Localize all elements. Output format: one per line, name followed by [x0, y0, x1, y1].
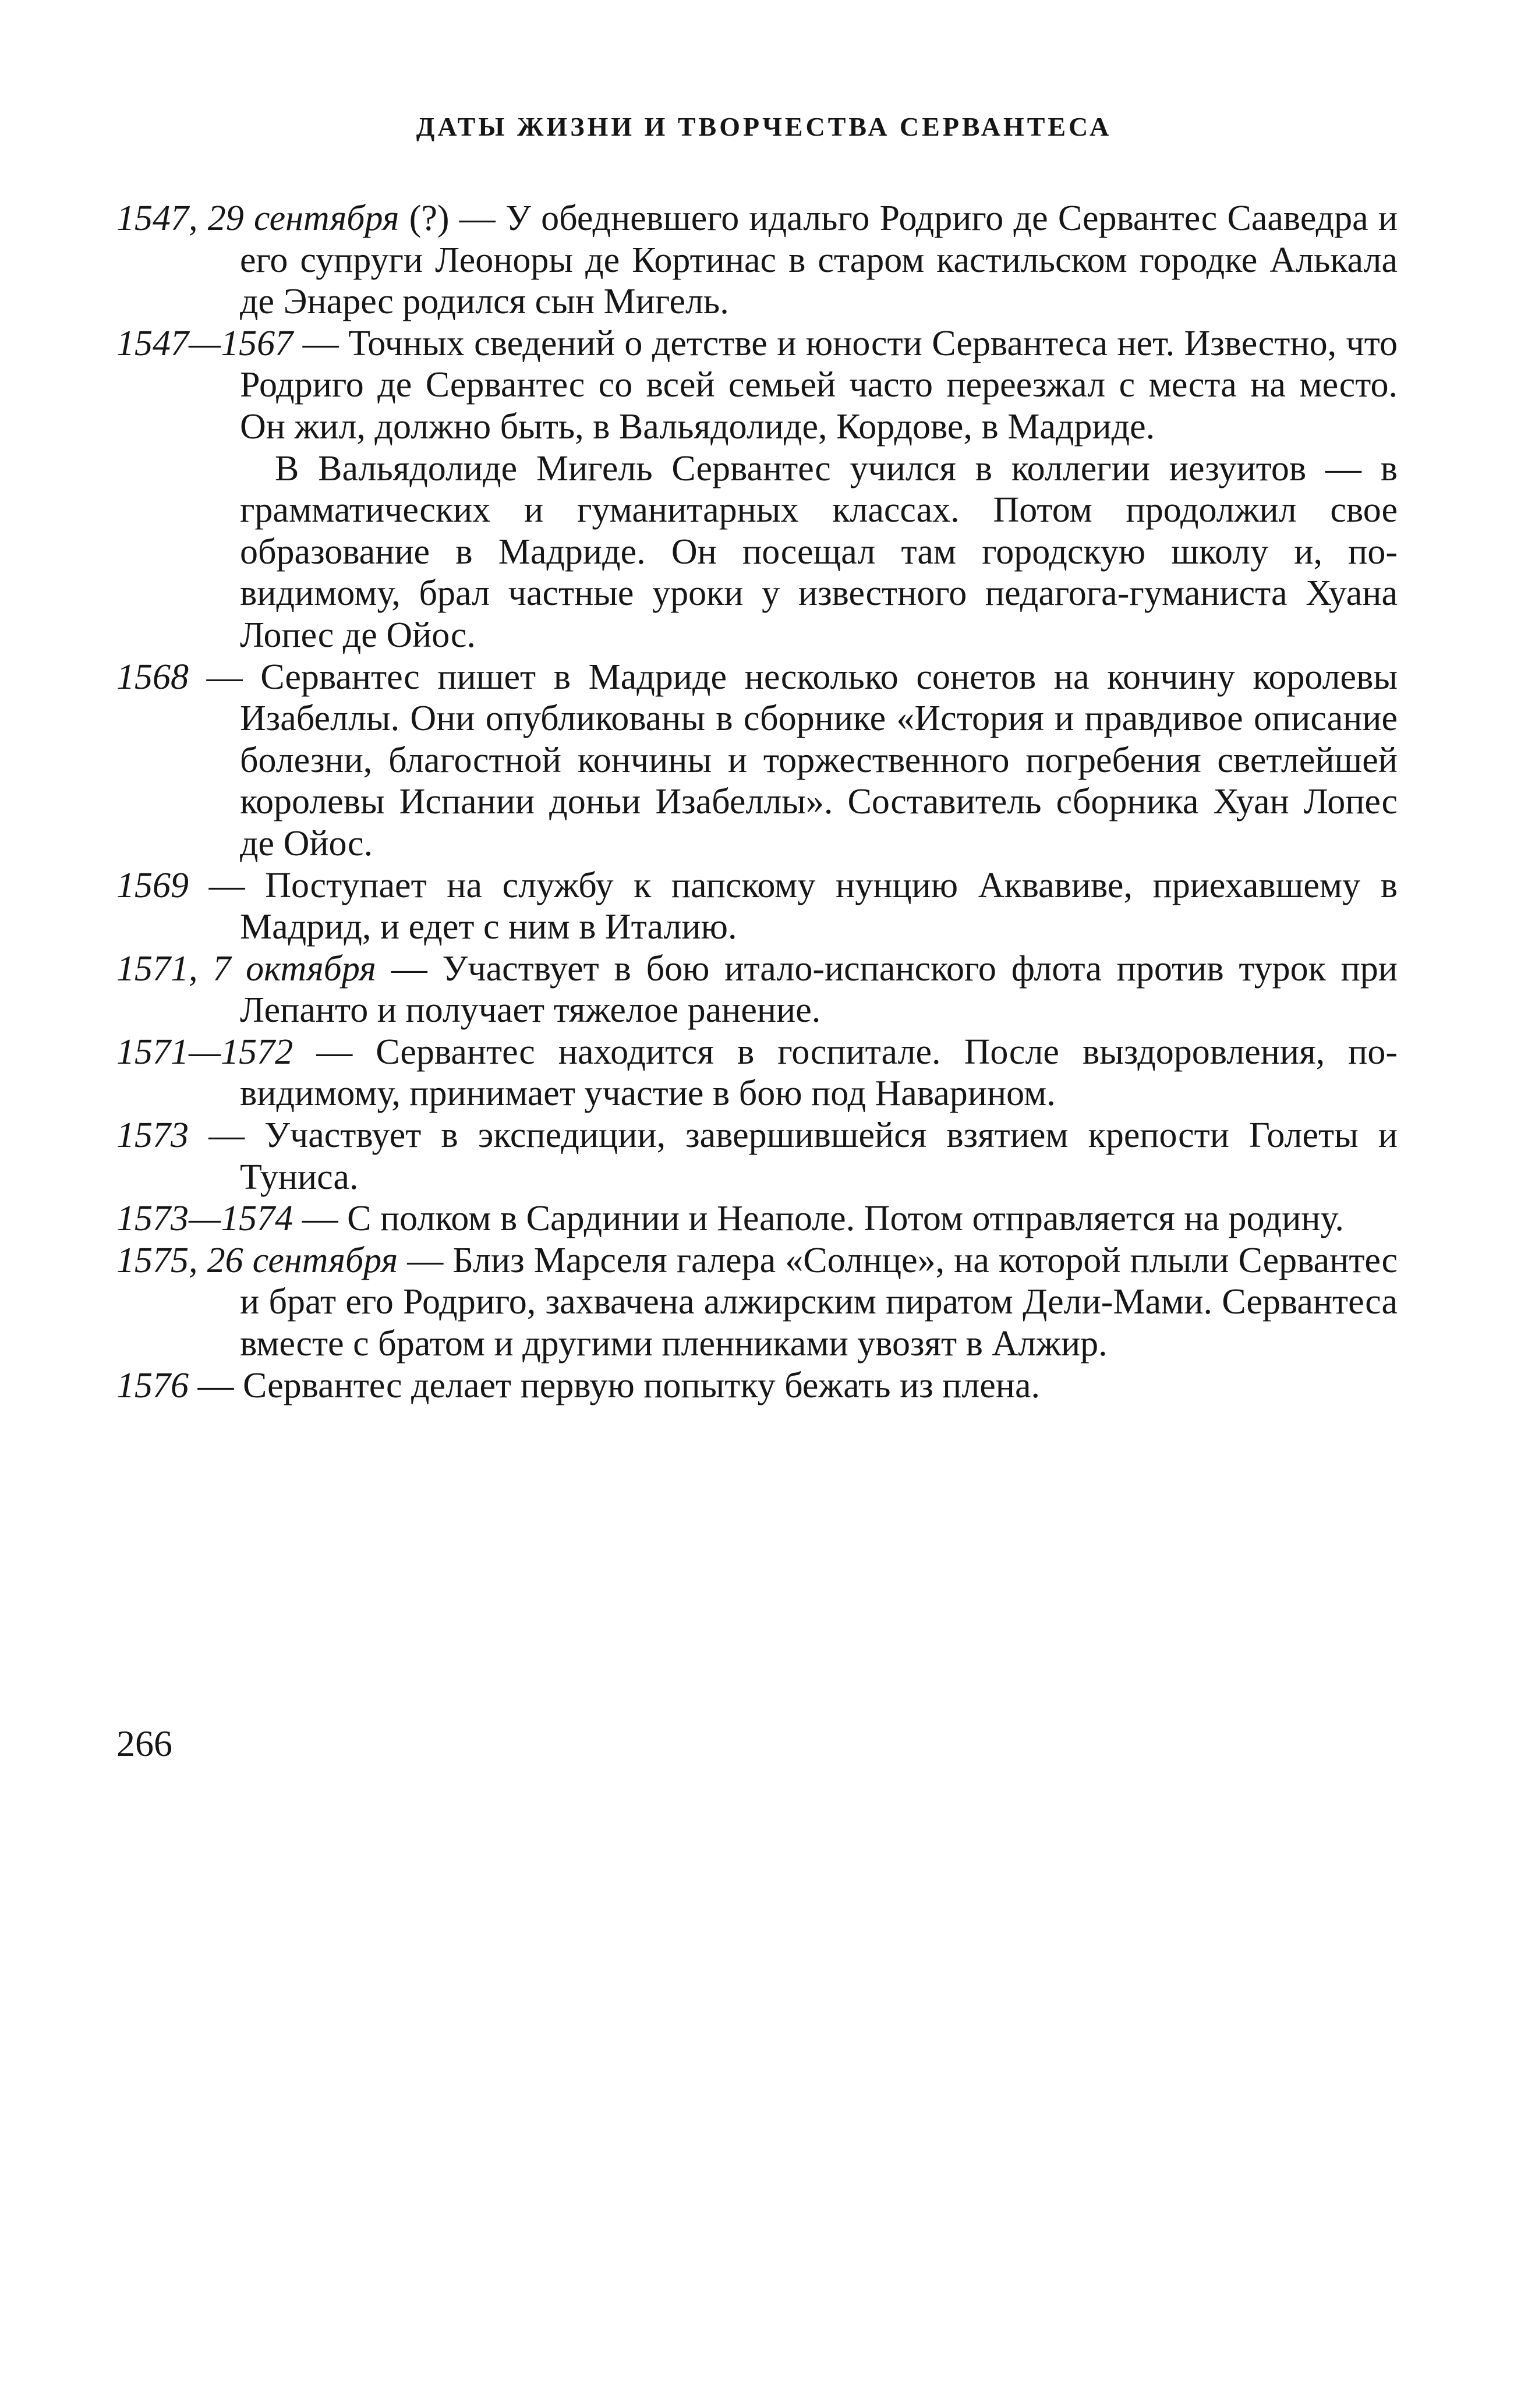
chronology-paragraph: В Вальядолиде Мигель Сервантес учился в коллегии иезуитов — в грамматических и гуманитарных классах. Потом продолжил свое образование в Мадриде. Он посещал там городскую школу и, по-видимому, брал частные уроки у известного педагога-гуманиста Хуана Лопес де Ойос.: [240, 448, 1398, 655]
entry-text: — Сервантес делает первую попытку бежать из плена.: [189, 1365, 1040, 1405]
entry-date: 1573—1574: [116, 1199, 293, 1239]
entry-text: — Участвует в экспедиции, завершившейся взятием крепости Голеты и Туниса.: [189, 1116, 1398, 1197]
page-number: 266: [116, 1723, 172, 1764]
chronology-entry: [116, 198, 1398, 323]
entry-text: — Сервантес пишет в Мадриде несколько сонетов на кончину королевы Изабеллы. Они опубликованы в сборнике «История и правдивое описание болезни, благостной кончины и торжественного погребения светлейшей королевы Испании доньи Изабеллы». Составитель сборника Хуан Лопес де Ойос.: [189, 657, 1398, 863]
entry-date: 1571—1572: [116, 1032, 293, 1072]
entry-date: 1571, 7 октября: [116, 948, 376, 989]
entry-date: 1573: [116, 1116, 189, 1156]
chronology-entry: [116, 1198, 1398, 1240]
entry-text: — Точных сведений о детстве и юности Сервантеса нет. Известно, что Родриго де Сервантес со всей семьей часто переезжал с места на место. Он жил, должно быть, в Вальядолиде, Кордове, в Мадриде.: [240, 323, 1398, 447]
entry-text: — Участвует в бою итало-испанского флота против турок при Лепанто и получает тяжелое ранение.: [240, 948, 1398, 1031]
chronology-entry: [116, 1240, 1398, 1365]
chronology-entry: [116, 1115, 1398, 1198]
chronology-entry: [116, 865, 1398, 948]
chronology: [116, 198, 1398, 1407]
chronology-entry: [116, 323, 1398, 448]
entry-date: 1547, 29 сентября: [116, 199, 399, 238]
entry-date: 1547—1567: [116, 323, 293, 363]
entry-date: 1568: [116, 657, 189, 697]
chronology-entry: [116, 1365, 1398, 1407]
entry-text: (?) — У обедневшего идальго Родриго де Сервантес Сааведра и его супруги Леоноры де Кортинас в старом кастильском городке Алькала де Энарес родился сын Мигель.: [240, 199, 1398, 322]
entry-date: 1569: [116, 865, 189, 905]
entry-date: 1575, 26 сентября: [116, 1240, 398, 1280]
entry-date: 1576: [116, 1365, 189, 1405]
entry-text: — Сервантес находится в госпитале. После выздоровления, по-видимому, принимает участие в бою под Наварином.: [240, 1032, 1398, 1114]
chronology-entry: [116, 657, 1398, 865]
chronology-entry: [116, 1032, 1398, 1115]
chronology-entry: [116, 948, 1398, 1032]
entry-text: — С полком в Сардинии и Неаполе. Потом отправляется на родину.: [293, 1199, 1344, 1239]
entry-text: — Поступает на службу к папскому нунцию Аквавиве, приехавшему в Мадрид, и едет с ним в Италию.: [189, 865, 1398, 947]
running-head: ДАТЫ ЖИЗНИ И ТВОРЧЕСТВА СЕРВАНТЕСА: [416, 112, 1112, 141]
entry-text: — Близ Марселя галера «Солнце», на которой плыли Сервантес и брат его Родриго, захвачена алжирским пиратом Дели-Мами. Сервантеса вместе с братом и другими пленниками увозят в Алжир.: [240, 1240, 1398, 1364]
